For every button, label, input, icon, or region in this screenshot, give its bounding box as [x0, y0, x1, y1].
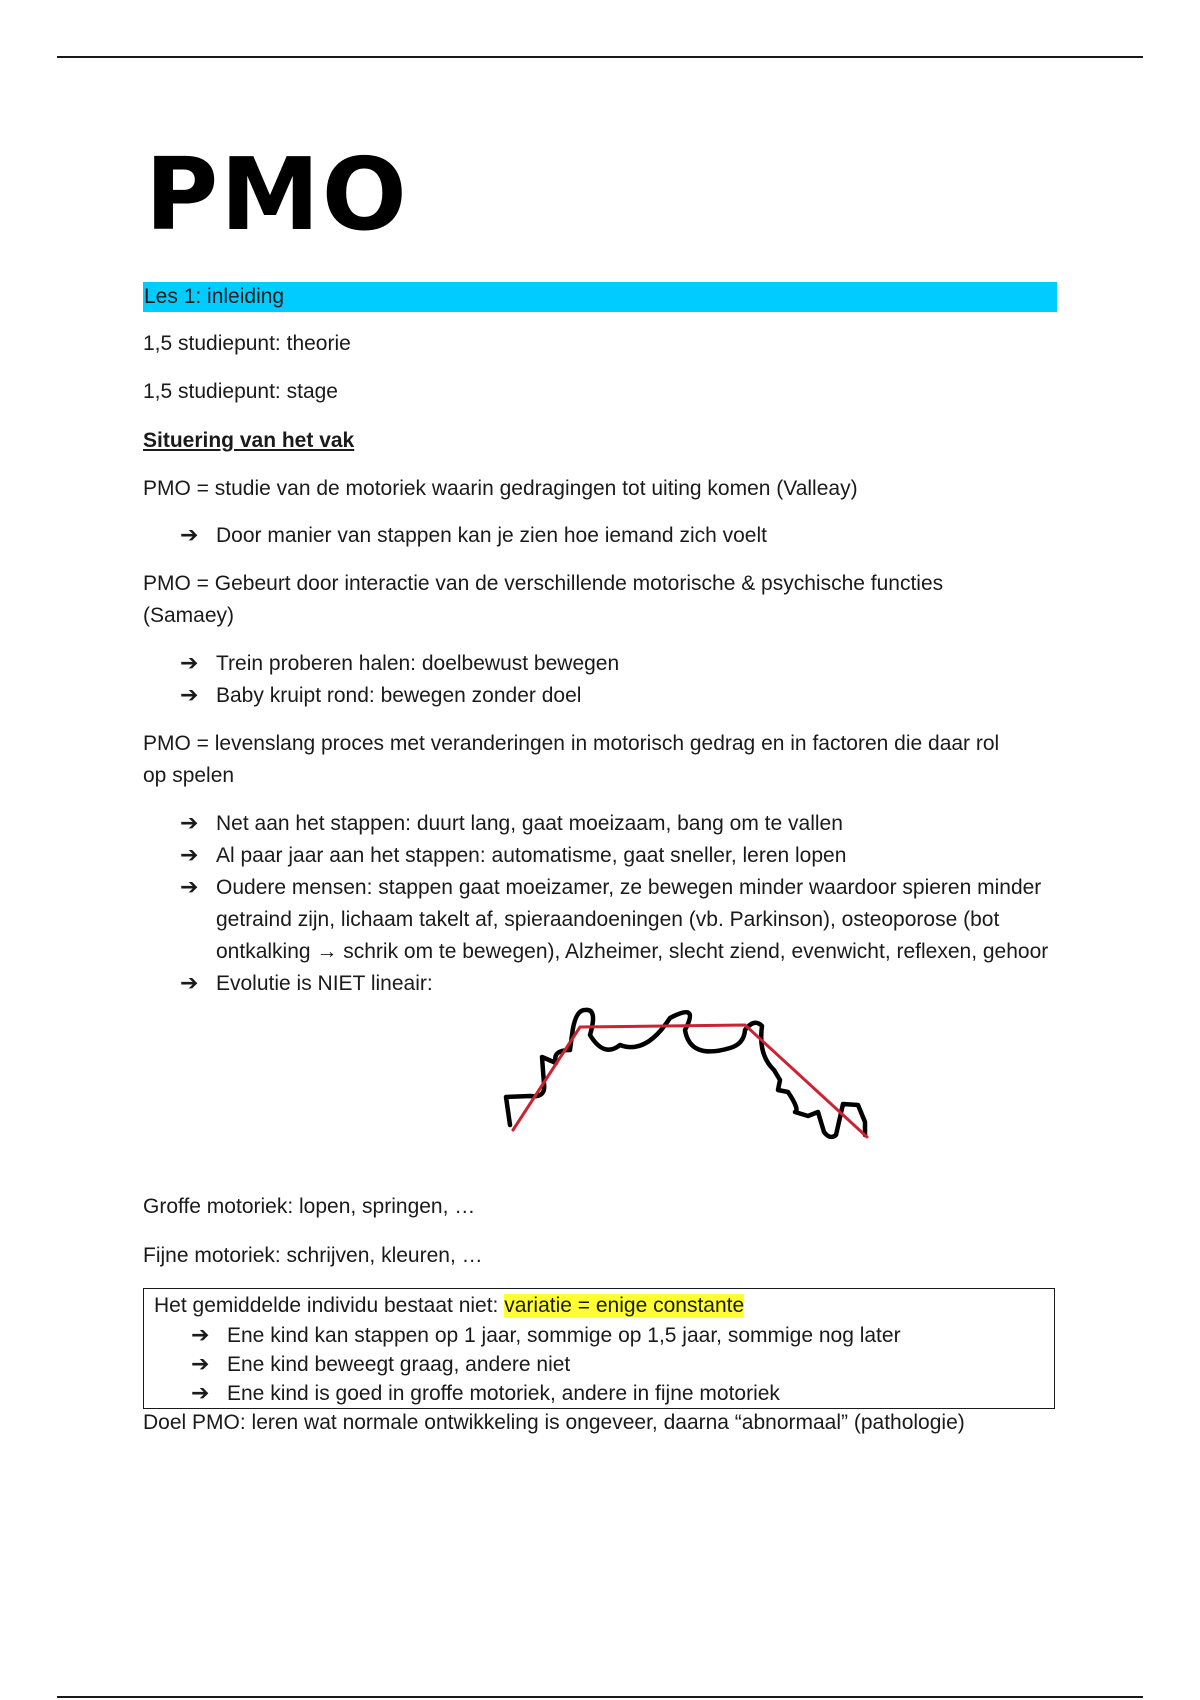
list-item: ➔ Al paar jaar aan het stappen: automatisme, gaat sneller, leren lopen: [180, 840, 1060, 872]
list-item: ➔ Net aan het stappen: duurt lang, gaat moeizaam, bang om te vallen: [180, 808, 1060, 840]
variation-list: [191, 1321, 1041, 1408]
arrow-right-icon: ➔: [180, 875, 199, 900]
list-item: ➔ Ene kind beweegt graag, andere niet: [191, 1352, 571, 1377]
list-item: ➔ Oudere mensen: stappen gaat moeizamer, ze bewegen minder waardoor spieren minder getraind zijn, lichaam takelt af, spieraandoeningen (vb. Parkinson), osteoporose (bot ontkalking → schrik om te bewegen), Alzheimer, slecht ziend, evenwicht, reflexen, gehoor: [180, 872, 1060, 968]
top-rule: [57, 56, 1143, 58]
fine-motor-text: Fijne motoriek: schrijven, kleuren, …: [143, 1244, 483, 1267]
definition-3: PMO = levenslang proces met veranderingen in motorisch gedrag en in factoren die daar rol: [143, 732, 1000, 755]
arrow-right-icon: ➔: [191, 1323, 210, 1348]
variation-highlight: variatie = enige constante: [504, 1294, 745, 1317]
arrow-right-icon: ➔: [180, 683, 199, 708]
arrow-right-icon: ➔: [191, 1381, 210, 1406]
list-item: ➔ Ene kind kan stappen op 1 jaar, sommige op 1,5 jaar, sommige nog later: [191, 1323, 901, 1348]
arrow-right-icon: ➔: [180, 971, 199, 996]
credit-internship: 1,5 studiepunt: stage: [143, 380, 338, 403]
variation-box: [143, 1288, 1055, 1409]
list-item: ➔ Evolutie is NIET lineair:: [180, 968, 1060, 1000]
goal-text: Doel PMO: leren wat normale ontwikkeling is ongeveer, daarna “abnormaal” (pathologie): [143, 1411, 965, 1434]
document-title: PMO: [145, 136, 409, 253]
list-item: ➔ Door manier van stappen kan je zien hoe iemand zich voelt: [180, 520, 1060, 552]
list-item: ➔ Baby kruipt rond: bewegen zonder doel: [180, 680, 1060, 712]
nonlinear-evolution-sketch: [500, 1000, 880, 1150]
definition-3-list: [180, 808, 1060, 1000]
credit-theory: 1,5 studiepunt: theorie: [143, 332, 351, 355]
arrow-right-icon: ➔: [180, 811, 199, 836]
development-scribble: [506, 1010, 865, 1137]
definition-2-cont: (Samaey): [143, 604, 235, 627]
lesson-heading: Les 1: inleiding: [143, 282, 1057, 312]
definition-1: PMO = studie van de motoriek waarin gedragingen tot uiting komen (Valleay): [143, 477, 858, 500]
list-item: ➔ Ene kind is goed in groffe motoriek, andere in fijne motoriek: [191, 1381, 780, 1406]
definition-2-list: [180, 648, 1060, 712]
arrow-right-icon: ➔: [180, 843, 199, 868]
variation-intro: Het gemiddelde individu bestaat niet: variatie = enige constante: [154, 1294, 745, 1317]
arrow-right-icon: ➔: [180, 651, 199, 676]
list-item: ➔ Trein proberen halen: doelbewust bewegen: [180, 648, 1060, 680]
section-heading: Situering van het vak: [143, 429, 355, 452]
arrow-right-icon: ➔: [191, 1352, 210, 1377]
gross-motor-text: Groffe motoriek: lopen, springen, …: [143, 1195, 476, 1218]
definition-1-list: [180, 520, 1060, 552]
definition-2: PMO = Gebeurt door interactie van de verschillende motorische & psychische functies: [143, 572, 944, 595]
arrow-right-icon: ➔: [180, 523, 199, 548]
definition-3-cont: op spelen: [143, 764, 235, 787]
bottom-rule: [57, 1696, 1143, 1698]
